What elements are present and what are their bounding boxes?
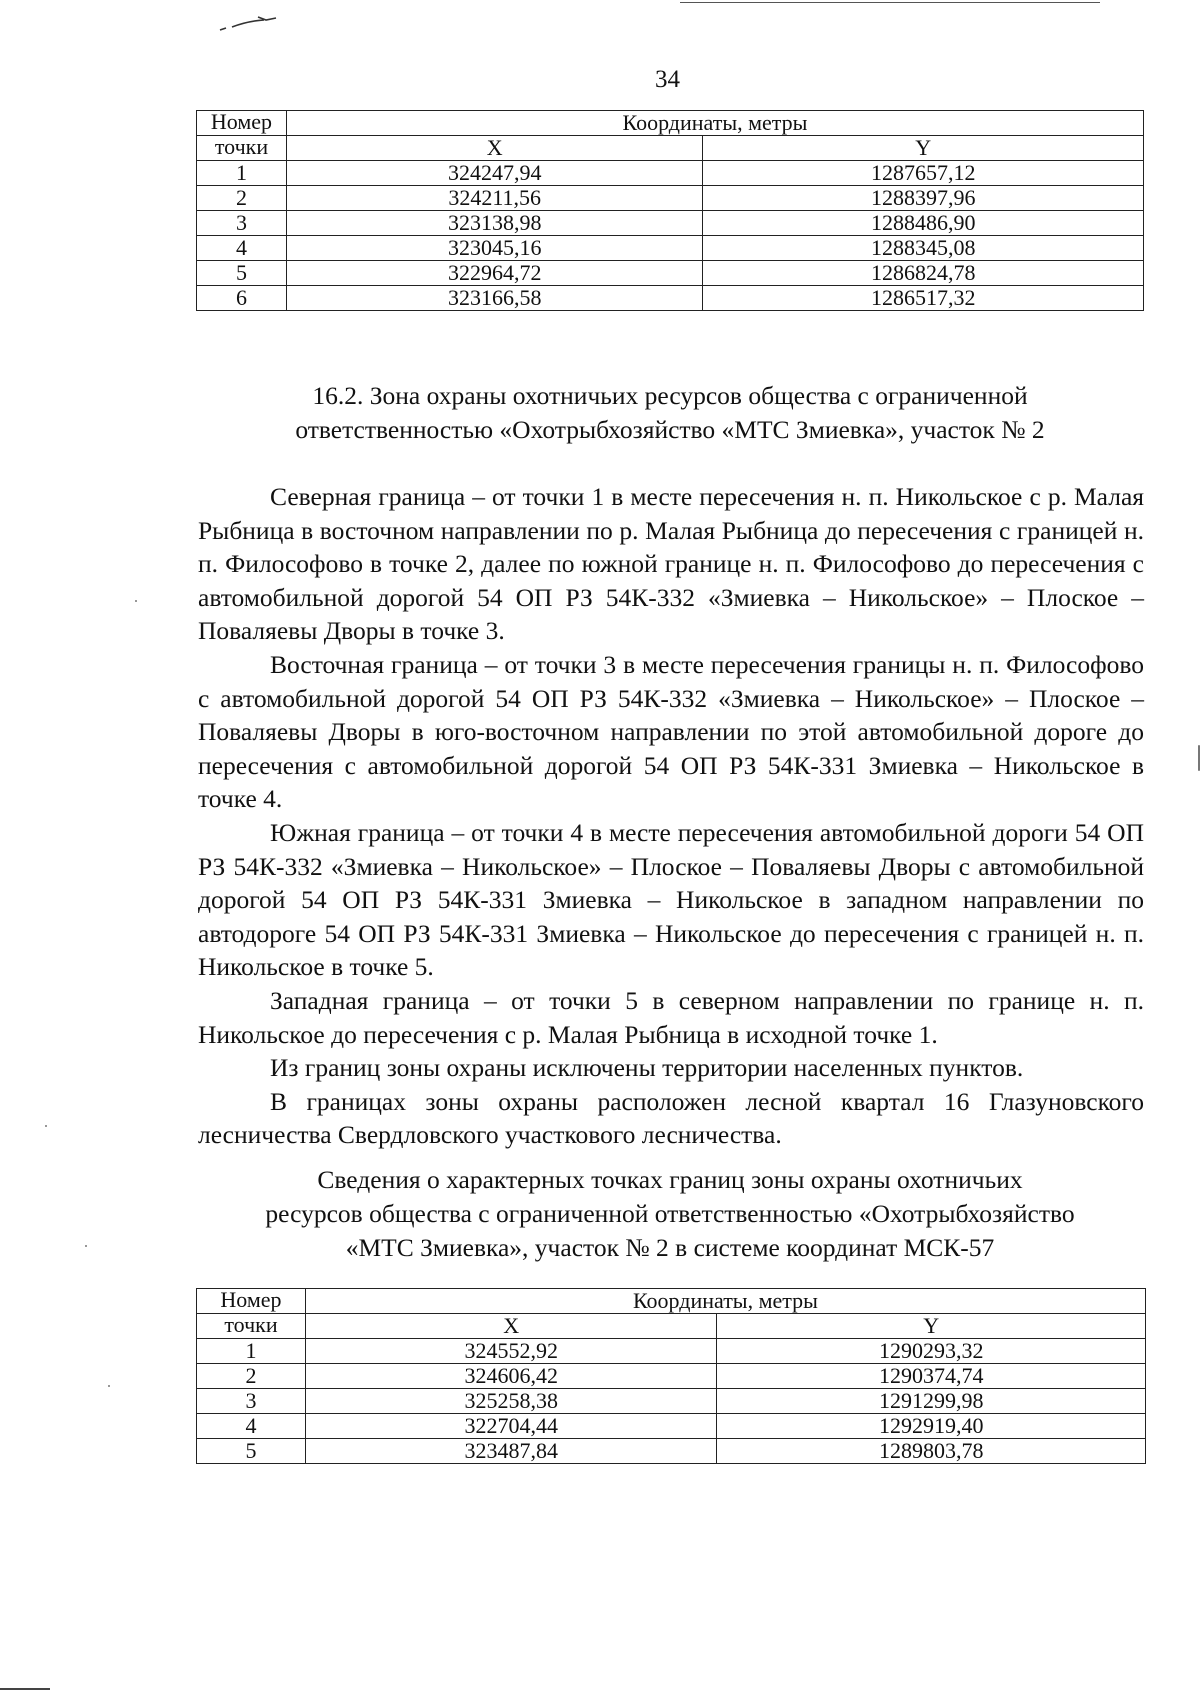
header-point-number: Номер bbox=[197, 1289, 306, 1314]
cell-num: 2 bbox=[197, 1364, 306, 1389]
cell-x: 324606,42 bbox=[305, 1364, 717, 1389]
cell-y: 1288486,90 bbox=[703, 211, 1144, 236]
cell-num: 5 bbox=[197, 1439, 306, 1464]
cell-y: 1288345,08 bbox=[703, 236, 1144, 261]
header-coordinates: Координаты, метры bbox=[286, 111, 1143, 136]
scan-speck bbox=[45, 1125, 47, 1127]
section-heading-line: ответственностью «Охотрыбхозяйство «МТС Змиевка», участок № 2 bbox=[295, 415, 1045, 444]
cell-num: 1 bbox=[197, 1339, 306, 1364]
cell-num: 3 bbox=[197, 211, 287, 236]
section-heading bbox=[196, 379, 1144, 447]
cell-y: 1292919,40 bbox=[717, 1414, 1146, 1439]
table-2-heading-line: ресурсов общества с ограниченной ответственностью «Охотрыбхозяйство bbox=[265, 1199, 1075, 1228]
cell-num: 3 bbox=[197, 1389, 306, 1414]
table-row bbox=[197, 1339, 1146, 1364]
cell-num: 6 bbox=[197, 286, 287, 311]
handwritten-mark bbox=[218, 12, 282, 34]
section-heading-line: 16.2. Зона охраны охотничьих ресурсов общества с ограниченной bbox=[312, 381, 1028, 410]
table-row bbox=[197, 261, 1144, 286]
table-row bbox=[197, 211, 1144, 236]
boundary-description bbox=[198, 480, 1144, 1152]
paragraph-north-boundary: Северная граница – от точки 1 в месте пересечения н. п. Никольское с р. Малая Рыбница в восточном направлении по р. Малая Рыбница до пересечения с границей н. п. Философово в точке 2, далее по южной границе н. п. Философово до пересечения с автомобильной дорогой 54 ОП РЗ 54К-332 «Змиевка – Никольское» – Плоское – Поваляевы Дворы в точке 3. bbox=[198, 482, 1144, 646]
header-y: Y bbox=[703, 136, 1144, 161]
header-y: Y bbox=[717, 1314, 1146, 1339]
cell-num: 2 bbox=[197, 186, 287, 211]
table-row bbox=[197, 1414, 1146, 1439]
cell-x: 323138,98 bbox=[286, 211, 703, 236]
header-x: X bbox=[305, 1314, 717, 1339]
top-edge-line bbox=[680, 2, 1100, 3]
scan-speck bbox=[108, 1385, 110, 1387]
paragraph-forest-quarter: В границах зоны охраны расположен лесной квартал 16 Глазуновского лесничества Свердловского участкового лесничества. bbox=[198, 1086, 1144, 1150]
cell-num: 4 bbox=[197, 236, 287, 261]
cell-y: 1289803,78 bbox=[717, 1439, 1146, 1464]
table-2-heading bbox=[196, 1163, 1144, 1265]
cell-x: 323487,84 bbox=[305, 1439, 717, 1464]
header-point-number: Номер bbox=[197, 111, 287, 136]
cell-num: 4 bbox=[197, 1414, 306, 1439]
paragraph-south-boundary: Южная граница – от точки 4 в месте пересечения автомобильной дороги 54 ОП РЗ 54К-332 «Змиевка – Никольское» – Плоское – Поваляевы Дворы с автомобильной дорогой 54 ОП РЗ 54К-331 Змиевка – Никольское в западном направлении по автодороге 54 ОП РЗ 54К-331 Змиевка – Никольское до пересечения с границей н. п. Никольское в точке 5. bbox=[198, 817, 1144, 982]
cell-x: 324211,56 bbox=[286, 186, 703, 211]
cell-x: 324552,92 bbox=[305, 1339, 717, 1364]
cell-y: 1286824,78 bbox=[703, 261, 1144, 286]
cell-y: 1287657,12 bbox=[703, 161, 1144, 186]
cell-y: 1290374,74 bbox=[717, 1364, 1146, 1389]
coordinates-table-1 bbox=[196, 110, 1144, 311]
cell-x: 324247,94 bbox=[286, 161, 703, 186]
table-row bbox=[197, 1439, 1146, 1464]
cell-y: 1291299,98 bbox=[717, 1389, 1146, 1414]
page-number: 34 bbox=[655, 66, 680, 93]
table-row bbox=[197, 1364, 1146, 1389]
scan-speck bbox=[85, 1245, 87, 1247]
cell-num: 1 bbox=[197, 161, 287, 186]
cell-num: 5 bbox=[197, 261, 287, 286]
header-x: X bbox=[286, 136, 703, 161]
header-point-number-cont: точки bbox=[197, 1314, 306, 1339]
header-coordinates: Координаты, метры bbox=[305, 1289, 1145, 1314]
scan-speck bbox=[135, 600, 137, 602]
table-row bbox=[197, 1389, 1146, 1414]
cell-x: 323045,16 bbox=[286, 236, 703, 261]
table-row bbox=[197, 186, 1144, 211]
cell-x: 323166,58 bbox=[286, 286, 703, 311]
paragraph-exclusions: Из границ зоны охраны исключены территории населенных пунктов. bbox=[270, 1053, 1024, 1083]
cell-y: 1290293,32 bbox=[717, 1339, 1146, 1364]
cell-x: 322964,72 bbox=[286, 261, 703, 286]
paragraph-west-boundary: Западная граница – от точки 5 в северном направлении по границе н. п. Никольское до пересечения с р. Малая Рыбница в исходной точке 1. bbox=[198, 985, 1144, 1049]
paragraph-east-boundary: Восточная граница – от точки 3 в месте пересечения границы н. п. Философово с автомобильной дорогой 54 ОП РЗ 54К-332 «Змиевка – Никольское» – Плоское – Поваляевы Дворы в юго-восточном направлении по этой автомобильной дороге до пересечения с автомобильной дорогой 54 ОП РЗ 54К-331 Змиевка – Никольское в точке 4. bbox=[198, 649, 1144, 814]
coordinates-table-2 bbox=[196, 1288, 1146, 1464]
table-2-heading-line: Сведения о характерных точках границ зоны охраны охотничьих bbox=[317, 1165, 1023, 1194]
table-row bbox=[197, 286, 1144, 311]
scan-edge-mark bbox=[0, 1688, 50, 1690]
table-2-heading-line: «МТС Змиевка», участок № 2 в системе координат МСК-57 bbox=[345, 1233, 995, 1262]
table-row bbox=[197, 236, 1144, 261]
cell-y: 1288397,96 bbox=[703, 186, 1144, 211]
table-row bbox=[197, 161, 1144, 186]
header-point-number-cont: точки bbox=[197, 136, 287, 161]
cell-x: 322704,44 bbox=[305, 1414, 717, 1439]
cell-y: 1286517,32 bbox=[703, 286, 1144, 311]
cell-x: 325258,38 bbox=[305, 1389, 717, 1414]
